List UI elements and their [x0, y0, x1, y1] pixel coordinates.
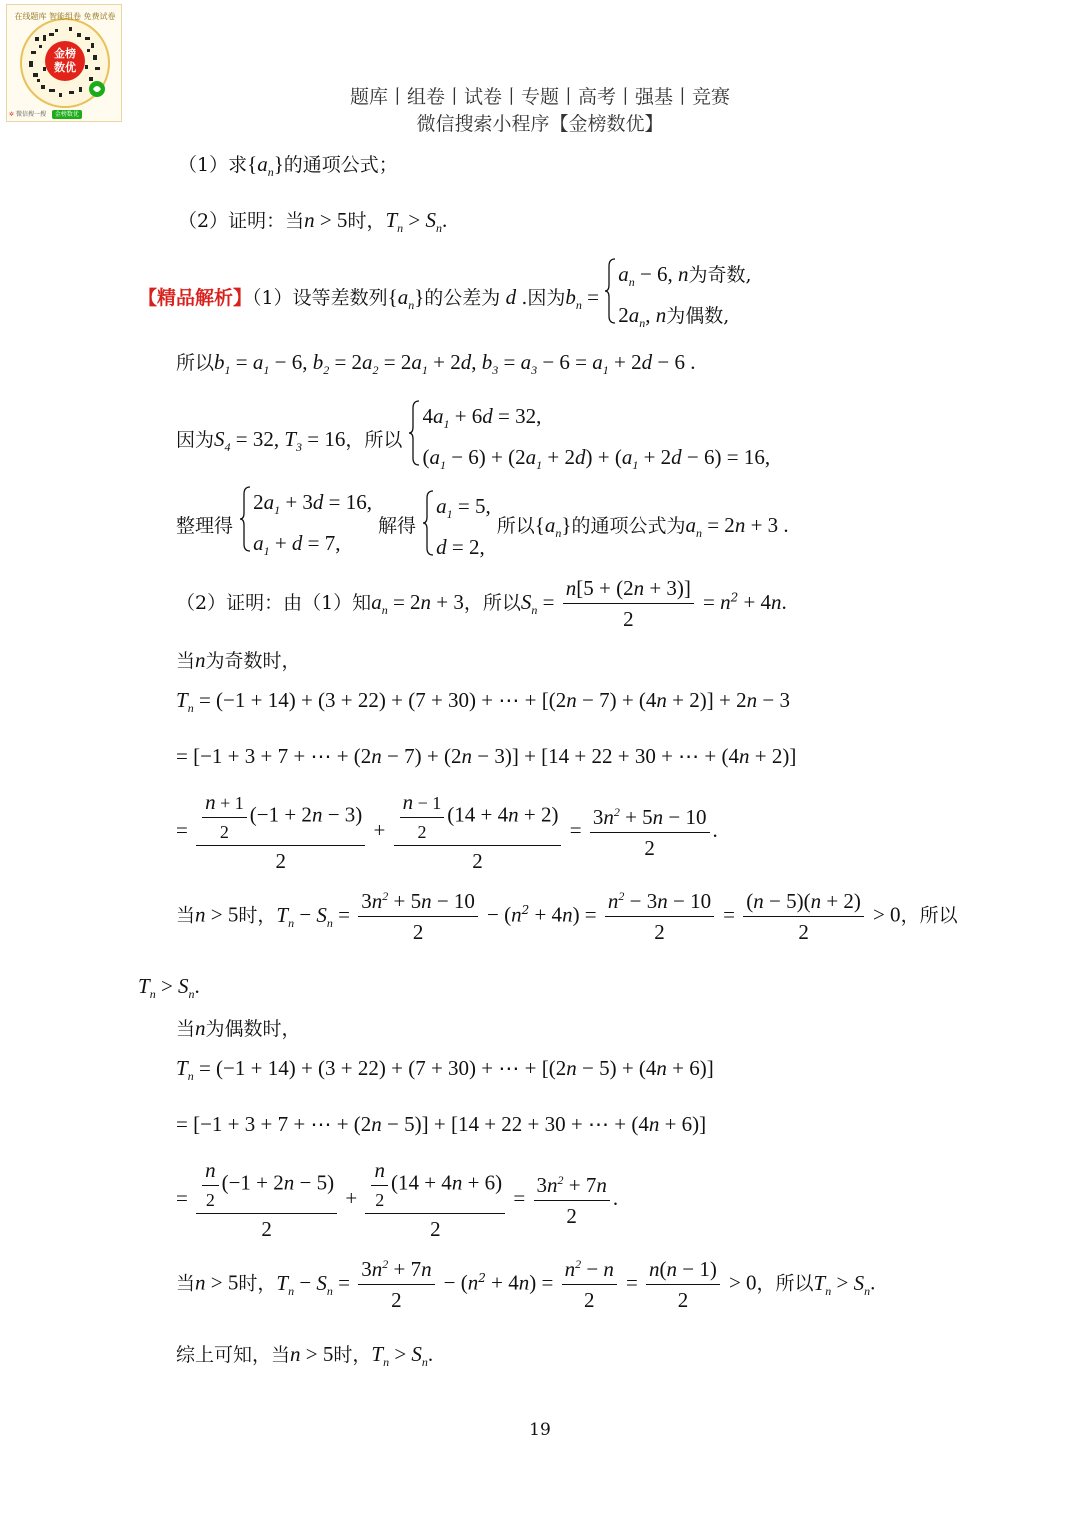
even-tn-regroup: = [−1 + 3 + 7 + ⋯ + (2n − 5)] + [14 + 22 + 30 + ⋯ + (4n + 6)] [176, 1112, 707, 1136]
odd-tn-expand: $T_n = (-1 + 14) + (3 + 22) + (7 + 30)$ + ⋯ + [(2n − 7) + (4n + 2)] + 2n − 3 [176, 688, 790, 716]
b-values: 所以$b_1 = a_1 - 6$, $b_2 = 2a_2 = 2a_1 + 2d$, $b_3 = a_3 - 6 = a_1 + 2d - 6$ . [176, 350, 696, 378]
final-conclusion: 综上可知，当n > 5时，$T_n > S_n$. [176, 1342, 434, 1370]
odd-difference: 当n > 5时，$T_n - S_n$ = $\frac{3n^2 + 5n - 10}{2}$ − $(n^2 + 4n)$ = $\frac{n^2 - 3n - 10}{2}$ = $\frac{(n - 5)(n + 2)}{2}$ > 0，所以 [176, 888, 958, 944]
odd-tn-sum: = $\frac{n + 1}{2}$ (−1 + 2n − 3) 2 + $\frac{n - 1}{2}$ (14 + 4n + 2) 2 = $\frac{3n^2 + 5n - 10}{2}$ . [176, 790, 718, 873]
equation-system-2: $2a_1 + 3d = 16$, $a_1 + d = 7$, [239, 486, 372, 568]
svg-text:数优: 数优 [54, 61, 76, 74]
question-2: （2）证明：当n > 5时，$T_n > S_n$. [178, 208, 448, 236]
odd-conclusion: $T_n > S_n$. [138, 974, 200, 1002]
left-brace-icon [422, 490, 434, 556]
even-case-heading: 当n为偶数时， [176, 1016, 301, 1040]
header-nav[interactable]: 题库丨组卷丨试卷丨专题丨高考丨强基丨竞赛 [349, 86, 730, 108]
odd-case-heading: 当n为奇数时， [176, 648, 301, 672]
logo-bottom-left: 微信搜一搜 [15, 111, 46, 118]
page-number: 19 [529, 1420, 551, 1440]
solution-part2-sn: （2）证明：由（1）知$a_n = 2n + 3$，所以$S_n$ = $\frac{n[5 + (2n + 3)]}{2}$ = $n^2 + 4n$. [176, 576, 787, 631]
equation-system-3: $a_1 = 5$, d = 2, [422, 490, 491, 565]
equation-system-1: $4a_1 + 6d = 32$, $(a_1 - 6) + (2a_1 + 2d) + (a_1 + 2d - 6) = 16$, [408, 400, 770, 482]
question-1: （1）求$\{a_n\}$的通项公式； [178, 152, 398, 180]
solution-label: 【精品解析】 [138, 287, 253, 310]
left-brace-icon [239, 486, 251, 552]
even-difference: 当n > 5时，$T_n - S_n$ = $\frac{3n^2 + 7n}{2}$ − $(n^2 + 4n)$ = $\frac{n^2 - n}{2}$ = $\frac{n(n - 1)}{2}$ > 0，所以$T_n > S_n$. [176, 1256, 876, 1312]
solution-part1-intro: 【精品解析】（1）设等差数列$\{a_n\}$的公差为 d .因为$b_n$ = $a_n - 6$, n为奇数, $2a_n$, n为偶数, [138, 258, 752, 340]
left-brace-icon [408, 400, 420, 466]
logo-arc-text: 在线题库 智能组卷 免费试卷 [14, 12, 116, 21]
even-tn-expand: $T_n = (-1 + 14) + (3 + 22) + (7 + 30)$ + ⋯ + [(2n − 5) + (4n + 6)] [176, 1056, 714, 1084]
piecewise-bn: $a_n - 6$, n为奇数, $2a_n$, n为偶数, [604, 258, 751, 340]
even-tn-sum: = $\frac{n}{2}$ (−1 + 2n − 5) 2 + $\frac{n}{2}$ (14 + 4n + 6) 2 = $\frac{3n^2 + 7n}{2}$ . [176, 1158, 619, 1241]
left-brace-icon [604, 258, 616, 324]
system-1: 因为$S_4 = 32$, $T_3 = 16$，所以 $4a_1 + 6d = 32$, $(a_1 - 6) + (2a_1 + 2d) + (a_1 + 2d - 6) = 16$, [176, 400, 770, 482]
system-2: 整理得 $2a_1 + 3d = 16$, $a_1 + d = 7$, 解得 $a_1 = 5$, d = 2, 所以$\{a_n\}$的通项公式为$a_n = 2n + 3$ . [176, 486, 789, 568]
header-mini-program: 微信搜索小程序【金榜数优】 [416, 113, 664, 135]
odd-tn-regroup: = [−1 + 3 + 7 + ⋯ + (2n − 7) + (2n − 3)] + [14 + 22 + 30 + ⋯ + (4n + 2)] [176, 744, 797, 768]
logo-bottom-tag: 金榜数优 [52, 110, 82, 119]
wechat-search-icon: ✲ [9, 111, 15, 118]
svg-text:金榜: 金榜 [54, 47, 76, 60]
